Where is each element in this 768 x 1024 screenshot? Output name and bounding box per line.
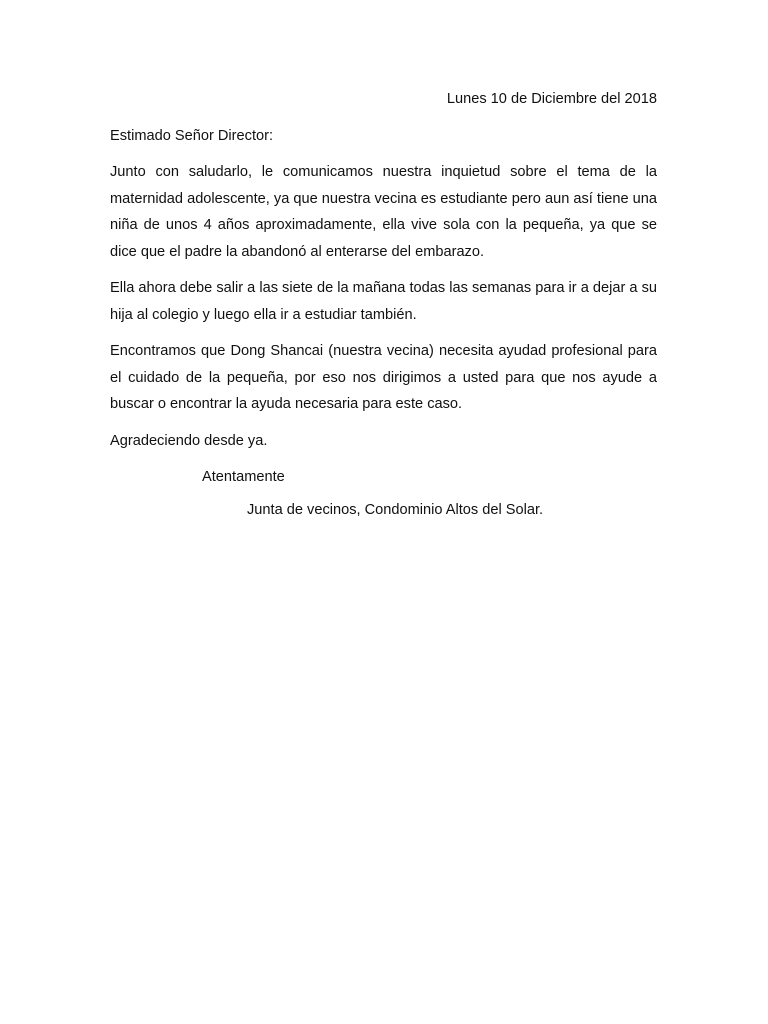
letter-paragraph-3: Encontramos que Dong Shancai (nuestra vecina) necesita ayudad profesional para el cuidado de la pequeña, por eso nos dirigimos a usted para que nos ayude a buscar o encontrar la ayuda necesaria para este caso.: [110, 343, 657, 412]
letter-closing: Atentamente: [202, 469, 285, 485]
letter-paragraph-2: Ella ahora debe salir a las siete de la mañana todas las semanas para ir a dejar a su hija al colegio y luego ella ir a estudiar también.: [110, 280, 657, 323]
letter-signature: Junta de vecinos, Condominio Altos del Solar.: [247, 501, 544, 518]
letter-paragraph-1: Junto con saludarlo, le comunicamos nuestra inquietud sobre el tema de la maternidad adolescente, ya que nuestra vecina es estudiante pero aun así tiene una niña de unos 4 años aproximadamente, ella vive sola con la pequeña, ya que se dice que el padre la abandonó al enterarse del embarazo.: [110, 164, 657, 260]
letter-thanks: Agradeciendo desde ya.: [110, 432, 268, 449]
letter-salutation: Estimado Señor Director:: [110, 127, 274, 144]
letter-body: [110, 86, 657, 523]
letter-date: Lunes 10 de Diciembre del 2018: [446, 91, 657, 107]
